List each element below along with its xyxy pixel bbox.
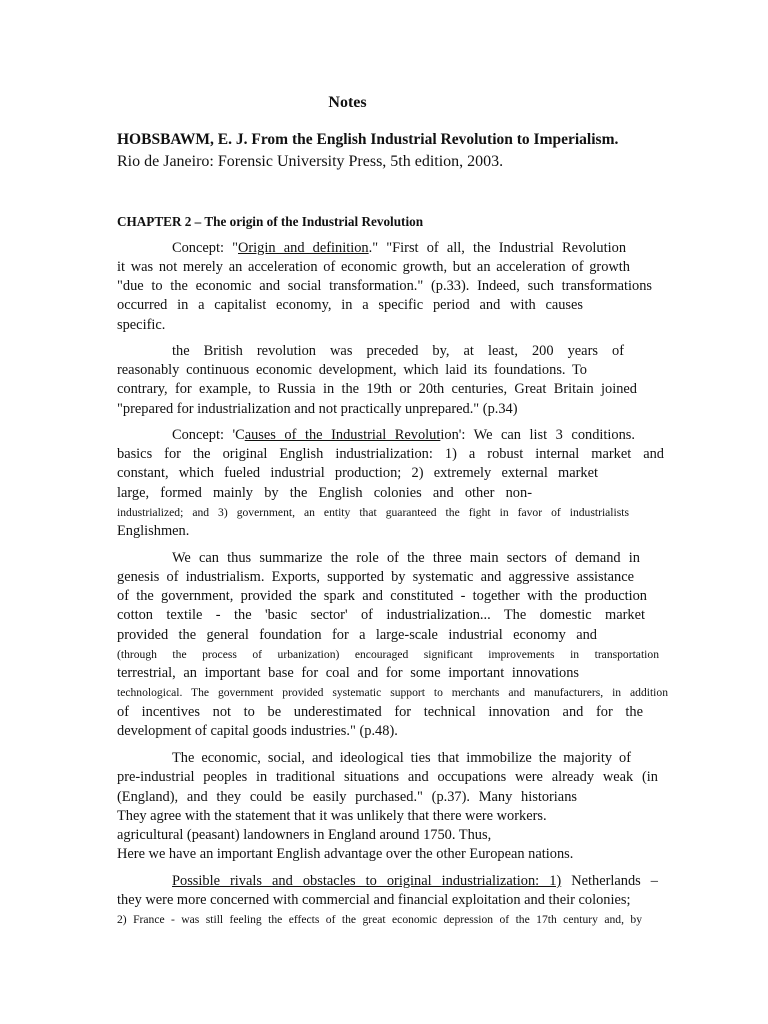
paragraph-3-line-5: industrialized; and 3) government, an entity that guaranteed the fight in favor of industrialists: [117, 506, 629, 519]
paragraph-4-line-2: genesis of industrialism. Exports, supported by systematic and aggressive assistance: [117, 569, 634, 585]
paragraph-4-line-3: of the government, provided the spark and constituted - together with the production: [117, 588, 647, 604]
paragraph-4-line-9: of incentives not to be underestimated for technical innovation and for the: [117, 704, 643, 720]
paragraph-4-line-7: terrestrial, an important base for coal and for some important innovations: [117, 665, 579, 681]
paragraph-4-line-6: (through the process of urbanization) encouraged significant improvements in transportation: [117, 648, 659, 661]
paragraph-5-line-3: (England), and they could be easily purchased." (p.37). Many historians: [117, 789, 577, 805]
underlined-term-origin: Origin and definition: [238, 240, 369, 256]
paragraph-6-line-2: they were more concerned with commercial and financial exploitation and their colonies;: [117, 892, 631, 908]
chapter-heading: CHAPTER 2 – The origin of the Industrial Revolution: [117, 214, 424, 229]
paragraph-5-line-6: Here we have an important English advantage over the other European nations.: [117, 846, 574, 862]
underlined-term-causes: auses of the Industrial Revolut: [244, 427, 441, 443]
paragraph-5-line-1: The economic, social, and ideological ties that immobilize the majority of: [172, 750, 631, 766]
paragraph-1-line-1: Concept: "Origin and definition." "First of all, the Industrial Revolution: [172, 240, 627, 256]
paragraph-3-line-2: basics for the original English industrialization: 1) a robust internal market and: [117, 446, 664, 462]
paragraph-4-line-4: cotton textile - the 'basic sector' of industrialization... The domestic market: [117, 607, 645, 623]
citation-line-1: HOBSBAWM, E. J. From the English Industrial Revolution to Imperialism.: [117, 131, 619, 148]
paragraph-3-line-1: Concept: 'Causes of the Industrial Revolution': We can list 3 conditions.: [172, 427, 635, 443]
underlined-heading-rivals: Possible rivals and obstacles to original industrialization: 1): [172, 873, 562, 889]
paragraph-3-line-3: constant, which fueled industrial production; 2) extremely external market: [117, 465, 598, 481]
paragraph-4-line-10: development of capital goods industries." (p.48).: [117, 723, 398, 739]
paragraph-6-line-1: Possible rivals and obstacles to original industrialization: 1) Netherlands –: [172, 873, 659, 889]
paragraph-1-line-5: specific.: [117, 317, 166, 333]
paragraph-5-line-2: pre-industrial peoples in traditional situations and occupations were already weak (in: [117, 769, 658, 785]
paragraph-6-line-3: 2) France - was still feeling the effects of the great economic depression of the 17th century and, by: [117, 913, 642, 926]
paragraph-1-line-3: "due to the economic and social transformation." (p.33). Indeed, such transformations: [117, 278, 652, 294]
paragraph-4-line-8: technological. The government provided systematic support to merchants and manufacturers, in addition: [117, 686, 668, 699]
paragraph-1-line-2: it was not merely an acceleration of economic growth, but an acceleration of growth: [117, 259, 630, 275]
paragraph-2-line-4: "prepared for industrialization and not practically unprepared." (p.34): [117, 401, 518, 417]
paragraph-2-line-1: the British revolution was preceded by, at least, 200 years of: [172, 343, 624, 359]
paragraph-5-line-4: They agree with the statement that it was unlikely that there were workers.: [117, 808, 547, 824]
paragraph-2-line-3: contrary, for example, to Russia in the 19th or 20th centuries, Great Britain joined: [117, 381, 637, 397]
paragraph-4-line-1: We can thus summarize the role of the three main sectors of demand in: [172, 550, 640, 566]
paragraph-3-line-4: large, formed mainly by the English colonies and other non-: [117, 485, 532, 501]
paragraph-1-line-4: occurred in a capitalist economy, in a specific period and with causes: [117, 297, 583, 313]
paragraph-5-line-5: agricultural (peasant) landowners in England around 1750. Thus,: [117, 827, 492, 843]
paragraph-2-line-2: reasonably continuous economic development, which laid its foundations. To: [117, 362, 587, 378]
citation-line-2: Rio de Janeiro: Forensic University Press, 5th edition, 2003.: [117, 153, 504, 170]
paragraph-4-line-5: provided the general foundation for a large-scale industrial economy and: [117, 627, 597, 643]
paragraph-3-line-6: Englishmen.: [117, 523, 190, 539]
page-title: Notes: [328, 94, 367, 111]
